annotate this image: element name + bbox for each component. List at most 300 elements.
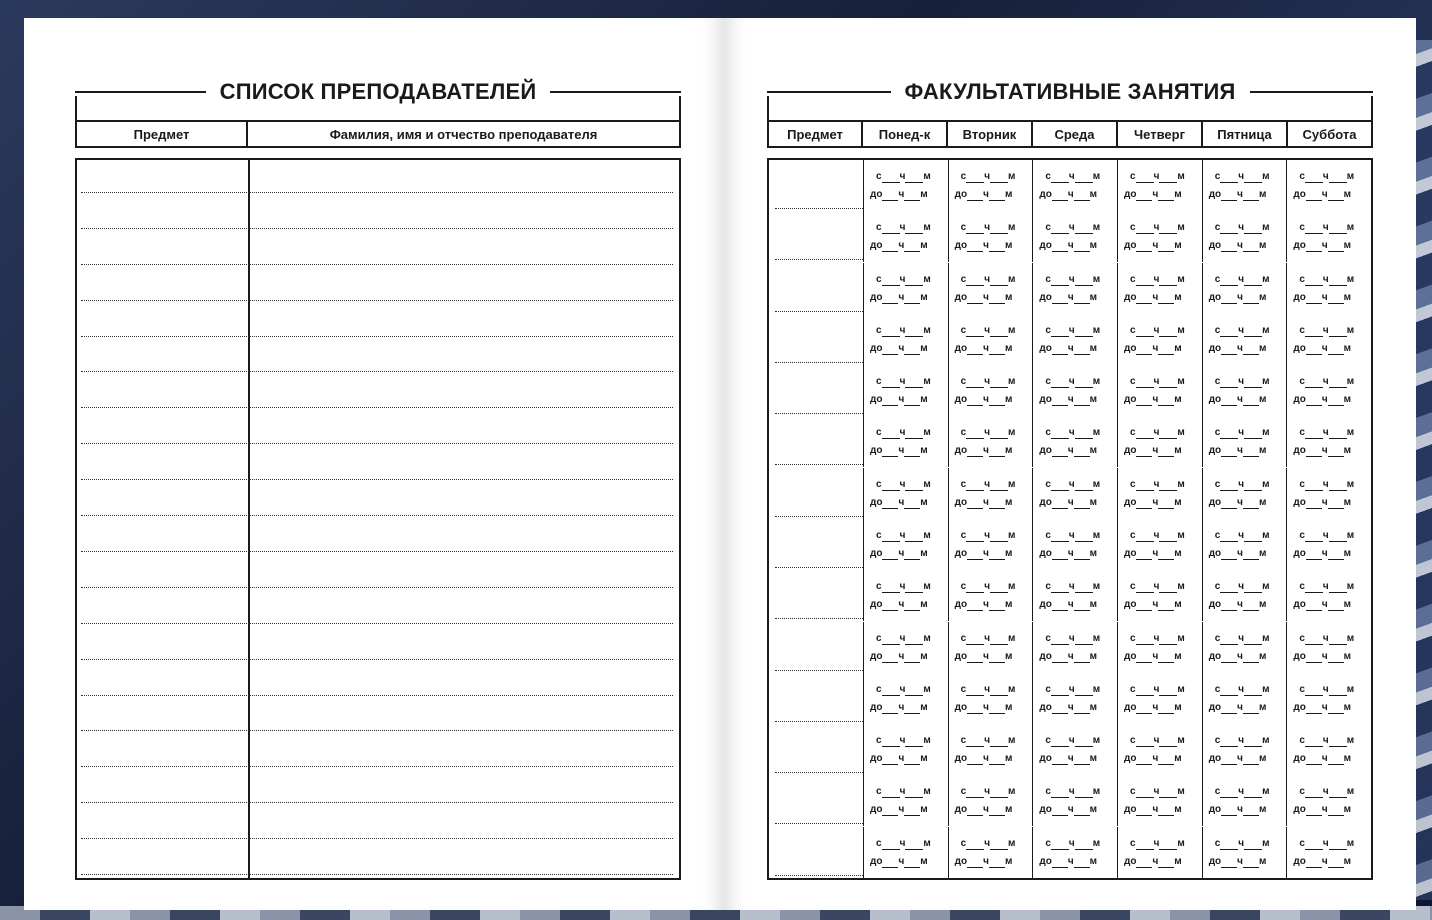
time-blank[interactable]	[1051, 276, 1069, 286]
time-blank[interactable]	[1243, 755, 1259, 765]
time-blank[interactable]	[1136, 173, 1154, 183]
time-blank[interactable]	[1328, 242, 1344, 252]
time-blank[interactable]	[1329, 583, 1347, 593]
time-blank[interactable]	[1221, 755, 1237, 765]
time-blank[interactable]	[990, 481, 1008, 491]
time-blank[interactable]	[990, 327, 1008, 337]
subject-cell[interactable]	[769, 211, 863, 262]
time-blank[interactable]	[1220, 327, 1238, 337]
time-blank[interactable]	[1306, 396, 1322, 406]
time-blank[interactable]	[1074, 550, 1090, 560]
time-cell[interactable]	[1032, 160, 1117, 211]
time-blank[interactable]	[1136, 858, 1152, 868]
time-blank[interactable]	[1052, 601, 1068, 611]
time-blank[interactable]	[989, 601, 1005, 611]
time-blank[interactable]	[882, 737, 900, 747]
time-cell[interactable]	[1202, 827, 1287, 878]
time-cell[interactable]	[948, 724, 1033, 775]
time-blank[interactable]	[1329, 635, 1347, 645]
time-cell[interactable]	[948, 211, 1033, 262]
time-blank[interactable]	[1305, 378, 1323, 388]
time-blank[interactable]	[904, 447, 920, 457]
time-blank[interactable]	[1244, 635, 1262, 645]
time-blank[interactable]	[1136, 447, 1152, 457]
time-blank[interactable]	[990, 840, 1008, 850]
time-blank[interactable]	[1244, 327, 1262, 337]
time-cell[interactable]	[1032, 775, 1117, 826]
subject-cell[interactable]	[769, 827, 863, 878]
time-blank[interactable]	[1052, 550, 1068, 560]
time-blank[interactable]	[882, 755, 898, 765]
time-blank[interactable]	[1243, 191, 1259, 201]
time-blank[interactable]	[1159, 737, 1177, 747]
writing-line[interactable]	[81, 407, 673, 408]
time-blank[interactable]	[882, 532, 900, 542]
time-blank[interactable]	[1306, 191, 1322, 201]
time-cell[interactable]	[1117, 775, 1202, 826]
time-blank[interactable]	[1305, 532, 1323, 542]
time-blank[interactable]	[1159, 429, 1177, 439]
time-blank[interactable]	[967, 653, 983, 663]
time-blank[interactable]	[904, 294, 920, 304]
time-cell[interactable]	[1117, 416, 1202, 467]
time-blank[interactable]	[989, 858, 1005, 868]
time-blank[interactable]	[1051, 481, 1069, 491]
time-blank[interactable]	[1052, 755, 1068, 765]
time-cell[interactable]	[1286, 314, 1371, 365]
time-blank[interactable]	[1159, 276, 1177, 286]
time-cell[interactable]	[948, 468, 1033, 519]
time-blank[interactable]	[1306, 704, 1322, 714]
subject-cell[interactable]	[769, 160, 863, 211]
time-blank[interactable]	[1052, 653, 1068, 663]
time-cell[interactable]	[1286, 416, 1371, 467]
time-blank[interactable]	[1074, 242, 1090, 252]
time-blank[interactable]	[905, 429, 923, 439]
time-blank[interactable]	[882, 704, 898, 714]
time-blank[interactable]	[1305, 635, 1323, 645]
time-blank[interactable]	[905, 532, 923, 542]
time-blank[interactable]	[989, 755, 1005, 765]
time-blank[interactable]	[1051, 532, 1069, 542]
time-blank[interactable]	[1052, 806, 1068, 816]
time-blank[interactable]	[967, 499, 983, 509]
time-blank[interactable]	[1051, 635, 1069, 645]
time-blank[interactable]	[1221, 499, 1237, 509]
time-cell[interactable]	[1286, 468, 1371, 519]
time-cell[interactable]	[1032, 724, 1117, 775]
time-cell[interactable]	[1032, 622, 1117, 673]
time-cell[interactable]	[1202, 673, 1287, 724]
time-blank[interactable]	[990, 429, 1008, 439]
time-cell[interactable]	[1286, 365, 1371, 416]
time-blank[interactable]	[1075, 173, 1093, 183]
time-blank[interactable]	[904, 601, 920, 611]
time-cell[interactable]	[1286, 724, 1371, 775]
time-blank[interactable]	[1158, 755, 1174, 765]
time-blank[interactable]	[905, 840, 923, 850]
time-blank[interactable]	[1074, 858, 1090, 868]
time-cell[interactable]	[1202, 160, 1287, 211]
time-blank[interactable]	[1136, 653, 1152, 663]
time-blank[interactable]	[990, 737, 1008, 747]
time-blank[interactable]	[1328, 653, 1344, 663]
time-blank[interactable]	[1244, 276, 1262, 286]
time-blank[interactable]	[1052, 858, 1068, 868]
time-blank[interactable]	[1136, 499, 1152, 509]
time-blank[interactable]	[1328, 447, 1344, 457]
time-blank[interactable]	[1220, 635, 1238, 645]
time-blank[interactable]	[1136, 737, 1154, 747]
time-blank[interactable]	[1075, 737, 1093, 747]
time-blank[interactable]	[1328, 396, 1344, 406]
time-blank[interactable]	[1328, 806, 1344, 816]
time-cell[interactable]	[1032, 416, 1117, 467]
time-blank[interactable]	[1329, 840, 1347, 850]
time-cell[interactable]	[1202, 775, 1287, 826]
time-cell[interactable]	[1202, 724, 1287, 775]
time-blank[interactable]	[1220, 532, 1238, 542]
time-cell[interactable]	[1117, 827, 1202, 878]
time-cell[interactable]	[1202, 622, 1287, 673]
time-blank[interactable]	[882, 858, 898, 868]
time-blank[interactable]	[1074, 294, 1090, 304]
time-cell[interactable]	[1032, 468, 1117, 519]
time-blank[interactable]	[904, 653, 920, 663]
time-blank[interactable]	[1329, 327, 1347, 337]
time-blank[interactable]	[1244, 840, 1262, 850]
time-blank[interactable]	[1136, 532, 1154, 542]
writing-line[interactable]	[81, 659, 673, 660]
time-blank[interactable]	[1052, 191, 1068, 201]
time-blank[interactable]	[1159, 378, 1177, 388]
time-blank[interactable]	[1306, 653, 1322, 663]
time-blank[interactable]	[1075, 635, 1093, 645]
time-blank[interactable]	[882, 806, 898, 816]
time-blank[interactable]	[1329, 378, 1347, 388]
subject-cell[interactable]	[769, 570, 863, 621]
time-blank[interactable]	[966, 583, 984, 593]
time-blank[interactable]	[1158, 550, 1174, 560]
time-blank[interactable]	[990, 686, 1008, 696]
time-blank[interactable]	[967, 396, 983, 406]
time-blank[interactable]	[989, 396, 1005, 406]
time-blank[interactable]	[905, 635, 923, 645]
time-blank[interactable]	[966, 686, 984, 696]
time-cell[interactable]	[1117, 570, 1202, 621]
time-blank[interactable]	[904, 242, 920, 252]
time-blank[interactable]	[966, 224, 984, 234]
time-blank[interactable]	[1159, 532, 1177, 542]
time-blank[interactable]	[882, 327, 900, 337]
time-blank[interactable]	[1158, 242, 1174, 252]
time-blank[interactable]	[1244, 788, 1262, 798]
time-blank[interactable]	[1158, 294, 1174, 304]
time-blank[interactable]	[1051, 686, 1069, 696]
time-blank[interactable]	[1158, 601, 1174, 611]
time-cell[interactable]	[1032, 314, 1117, 365]
time-blank[interactable]	[967, 755, 983, 765]
time-blank[interactable]	[1220, 686, 1238, 696]
time-blank[interactable]	[967, 191, 983, 201]
time-blank[interactable]	[966, 788, 984, 798]
time-cell[interactable]	[948, 365, 1033, 416]
time-blank[interactable]	[1074, 396, 1090, 406]
time-blank[interactable]	[1220, 583, 1238, 593]
time-blank[interactable]	[1052, 499, 1068, 509]
time-cell[interactable]	[948, 570, 1033, 621]
time-blank[interactable]	[1136, 686, 1154, 696]
time-cell[interactable]	[1202, 519, 1287, 570]
writing-line[interactable]	[81, 695, 673, 696]
time-cell[interactable]	[948, 827, 1033, 878]
time-blank[interactable]	[1159, 481, 1177, 491]
writing-line[interactable]	[81, 766, 673, 767]
time-cell[interactable]	[948, 314, 1033, 365]
time-blank[interactable]	[1305, 788, 1323, 798]
time-blank[interactable]	[905, 378, 923, 388]
time-blank[interactable]	[1306, 601, 1322, 611]
time-cell[interactable]	[863, 211, 948, 262]
time-blank[interactable]	[967, 858, 983, 868]
writing-line[interactable]	[81, 479, 673, 480]
subject-cell[interactable]	[769, 416, 863, 467]
time-blank[interactable]	[1305, 276, 1323, 286]
time-cell[interactable]	[863, 775, 948, 826]
subject-cell[interactable]	[769, 468, 863, 519]
time-blank[interactable]	[1306, 499, 1322, 509]
time-cell[interactable]	[1202, 468, 1287, 519]
time-blank[interactable]	[905, 686, 923, 696]
time-blank[interactable]	[1074, 345, 1090, 355]
time-cell[interactable]	[1286, 263, 1371, 314]
subject-cell[interactable]	[769, 314, 863, 365]
time-cell[interactable]	[1117, 673, 1202, 724]
time-blank[interactable]	[1243, 601, 1259, 611]
time-blank[interactable]	[966, 532, 984, 542]
time-blank[interactable]	[882, 345, 898, 355]
time-blank[interactable]	[1075, 840, 1093, 850]
time-blank[interactable]	[904, 704, 920, 714]
time-blank[interactable]	[882, 447, 898, 457]
time-cell[interactable]	[948, 673, 1033, 724]
time-blank[interactable]	[1052, 242, 1068, 252]
time-cell[interactable]	[1032, 827, 1117, 878]
time-blank[interactable]	[882, 378, 900, 388]
time-blank[interactable]	[1329, 224, 1347, 234]
time-blank[interactable]	[1075, 276, 1093, 286]
time-blank[interactable]	[1329, 481, 1347, 491]
time-blank[interactable]	[905, 224, 923, 234]
writing-line[interactable]	[81, 623, 673, 624]
time-blank[interactable]	[967, 704, 983, 714]
time-blank[interactable]	[1136, 806, 1152, 816]
time-cell[interactable]	[863, 673, 948, 724]
time-blank[interactable]	[882, 686, 900, 696]
time-blank[interactable]	[990, 173, 1008, 183]
time-cell[interactable]	[1202, 263, 1287, 314]
time-blank[interactable]	[966, 173, 984, 183]
time-blank[interactable]	[1075, 532, 1093, 542]
time-blank[interactable]	[1328, 601, 1344, 611]
time-blank[interactable]	[990, 788, 1008, 798]
subject-cell[interactable]	[769, 365, 863, 416]
time-blank[interactable]	[967, 294, 983, 304]
time-blank[interactable]	[1136, 755, 1152, 765]
subject-cell[interactable]	[769, 622, 863, 673]
time-blank[interactable]	[1306, 242, 1322, 252]
time-blank[interactable]	[1136, 224, 1154, 234]
time-blank[interactable]	[1051, 788, 1069, 798]
time-cell[interactable]	[948, 622, 1033, 673]
time-blank[interactable]	[882, 601, 898, 611]
time-blank[interactable]	[1158, 345, 1174, 355]
time-blank[interactable]	[1136, 550, 1152, 560]
time-blank[interactable]	[1074, 499, 1090, 509]
time-blank[interactable]	[1328, 345, 1344, 355]
time-blank[interactable]	[1305, 481, 1323, 491]
time-cell[interactable]	[1032, 211, 1117, 262]
time-cell[interactable]	[1117, 160, 1202, 211]
time-cell[interactable]	[1032, 365, 1117, 416]
time-cell[interactable]	[948, 519, 1033, 570]
time-blank[interactable]	[1243, 396, 1259, 406]
time-blank[interactable]	[904, 755, 920, 765]
time-cell[interactable]	[1286, 211, 1371, 262]
time-blank[interactable]	[1158, 191, 1174, 201]
time-cell[interactable]	[1032, 673, 1117, 724]
time-blank[interactable]	[1052, 396, 1068, 406]
time-cell[interactable]	[1286, 775, 1371, 826]
time-blank[interactable]	[989, 447, 1005, 457]
time-blank[interactable]	[1305, 429, 1323, 439]
time-blank[interactable]	[1136, 635, 1154, 645]
time-cell[interactable]	[1202, 211, 1287, 262]
time-blank[interactable]	[1051, 378, 1069, 388]
time-blank[interactable]	[966, 481, 984, 491]
time-blank[interactable]	[1244, 481, 1262, 491]
writing-line[interactable]	[81, 838, 673, 839]
time-cell[interactable]	[863, 827, 948, 878]
time-blank[interactable]	[1158, 499, 1174, 509]
time-cell[interactable]	[863, 519, 948, 570]
time-blank[interactable]	[882, 396, 898, 406]
time-blank[interactable]	[1328, 550, 1344, 560]
time-blank[interactable]	[1074, 447, 1090, 457]
time-blank[interactable]	[882, 294, 898, 304]
subject-cell[interactable]	[769, 775, 863, 826]
time-blank[interactable]	[1136, 481, 1154, 491]
time-blank[interactable]	[1329, 532, 1347, 542]
time-blank[interactable]	[1328, 191, 1344, 201]
writing-line[interactable]	[81, 587, 673, 588]
time-blank[interactable]	[1220, 173, 1238, 183]
time-blank[interactable]	[882, 788, 900, 798]
time-blank[interactable]	[1305, 737, 1323, 747]
subject-cell[interactable]	[769, 673, 863, 724]
time-blank[interactable]	[882, 429, 900, 439]
time-blank[interactable]	[1221, 396, 1237, 406]
time-blank[interactable]	[904, 396, 920, 406]
time-blank[interactable]	[1136, 378, 1154, 388]
time-cell[interactable]	[1202, 365, 1287, 416]
time-blank[interactable]	[1136, 276, 1154, 286]
time-cell[interactable]	[1286, 827, 1371, 878]
time-blank[interactable]	[1051, 429, 1069, 439]
time-blank[interactable]	[1221, 601, 1237, 611]
time-blank[interactable]	[905, 276, 923, 286]
time-blank[interactable]	[990, 635, 1008, 645]
time-blank[interactable]	[1305, 224, 1323, 234]
time-blank[interactable]	[904, 806, 920, 816]
time-blank[interactable]	[989, 704, 1005, 714]
time-blank[interactable]	[989, 653, 1005, 663]
time-blank[interactable]	[904, 191, 920, 201]
time-blank[interactable]	[1220, 481, 1238, 491]
time-blank[interactable]	[967, 601, 983, 611]
time-cell[interactable]	[863, 570, 948, 621]
writing-line[interactable]	[81, 551, 673, 552]
time-blank[interactable]	[1136, 327, 1154, 337]
time-blank[interactable]	[882, 583, 900, 593]
time-blank[interactable]	[966, 327, 984, 337]
time-blank[interactable]	[1158, 447, 1174, 457]
time-blank[interactable]	[1220, 429, 1238, 439]
time-cell[interactable]	[863, 622, 948, 673]
time-blank[interactable]	[904, 550, 920, 560]
time-blank[interactable]	[1220, 224, 1238, 234]
time-cell[interactable]	[1117, 211, 1202, 262]
time-blank[interactable]	[966, 429, 984, 439]
time-blank[interactable]	[989, 294, 1005, 304]
time-blank[interactable]	[882, 276, 900, 286]
time-blank[interactable]	[1221, 345, 1237, 355]
time-cell[interactable]	[1202, 416, 1287, 467]
time-blank[interactable]	[1159, 635, 1177, 645]
time-blank[interactable]	[905, 737, 923, 747]
time-blank[interactable]	[1074, 755, 1090, 765]
time-blank[interactable]	[1306, 294, 1322, 304]
time-blank[interactable]	[1136, 429, 1154, 439]
time-blank[interactable]	[1305, 583, 1323, 593]
time-cell[interactable]	[863, 416, 948, 467]
time-blank[interactable]	[966, 737, 984, 747]
time-blank[interactable]	[966, 635, 984, 645]
writing-line[interactable]	[81, 730, 673, 731]
time-blank[interactable]	[1329, 276, 1347, 286]
time-cell[interactable]	[1286, 622, 1371, 673]
time-blank[interactable]	[1306, 806, 1322, 816]
time-blank[interactable]	[1328, 858, 1344, 868]
time-blank[interactable]	[882, 550, 898, 560]
time-blank[interactable]	[1244, 737, 1262, 747]
time-blank[interactable]	[1243, 499, 1259, 509]
time-blank[interactable]	[1244, 686, 1262, 696]
time-blank[interactable]	[1305, 327, 1323, 337]
time-blank[interactable]	[1158, 858, 1174, 868]
time-blank[interactable]	[1328, 704, 1344, 714]
time-blank[interactable]	[1306, 447, 1322, 457]
time-blank[interactable]	[1074, 191, 1090, 201]
time-cell[interactable]	[1117, 365, 1202, 416]
time-blank[interactable]	[1244, 224, 1262, 234]
time-blank[interactable]	[1051, 737, 1069, 747]
time-blank[interactable]	[990, 378, 1008, 388]
time-blank[interactable]	[1136, 583, 1154, 593]
time-blank[interactable]	[1051, 173, 1069, 183]
time-blank[interactable]	[1136, 704, 1152, 714]
time-blank[interactable]	[1329, 173, 1347, 183]
